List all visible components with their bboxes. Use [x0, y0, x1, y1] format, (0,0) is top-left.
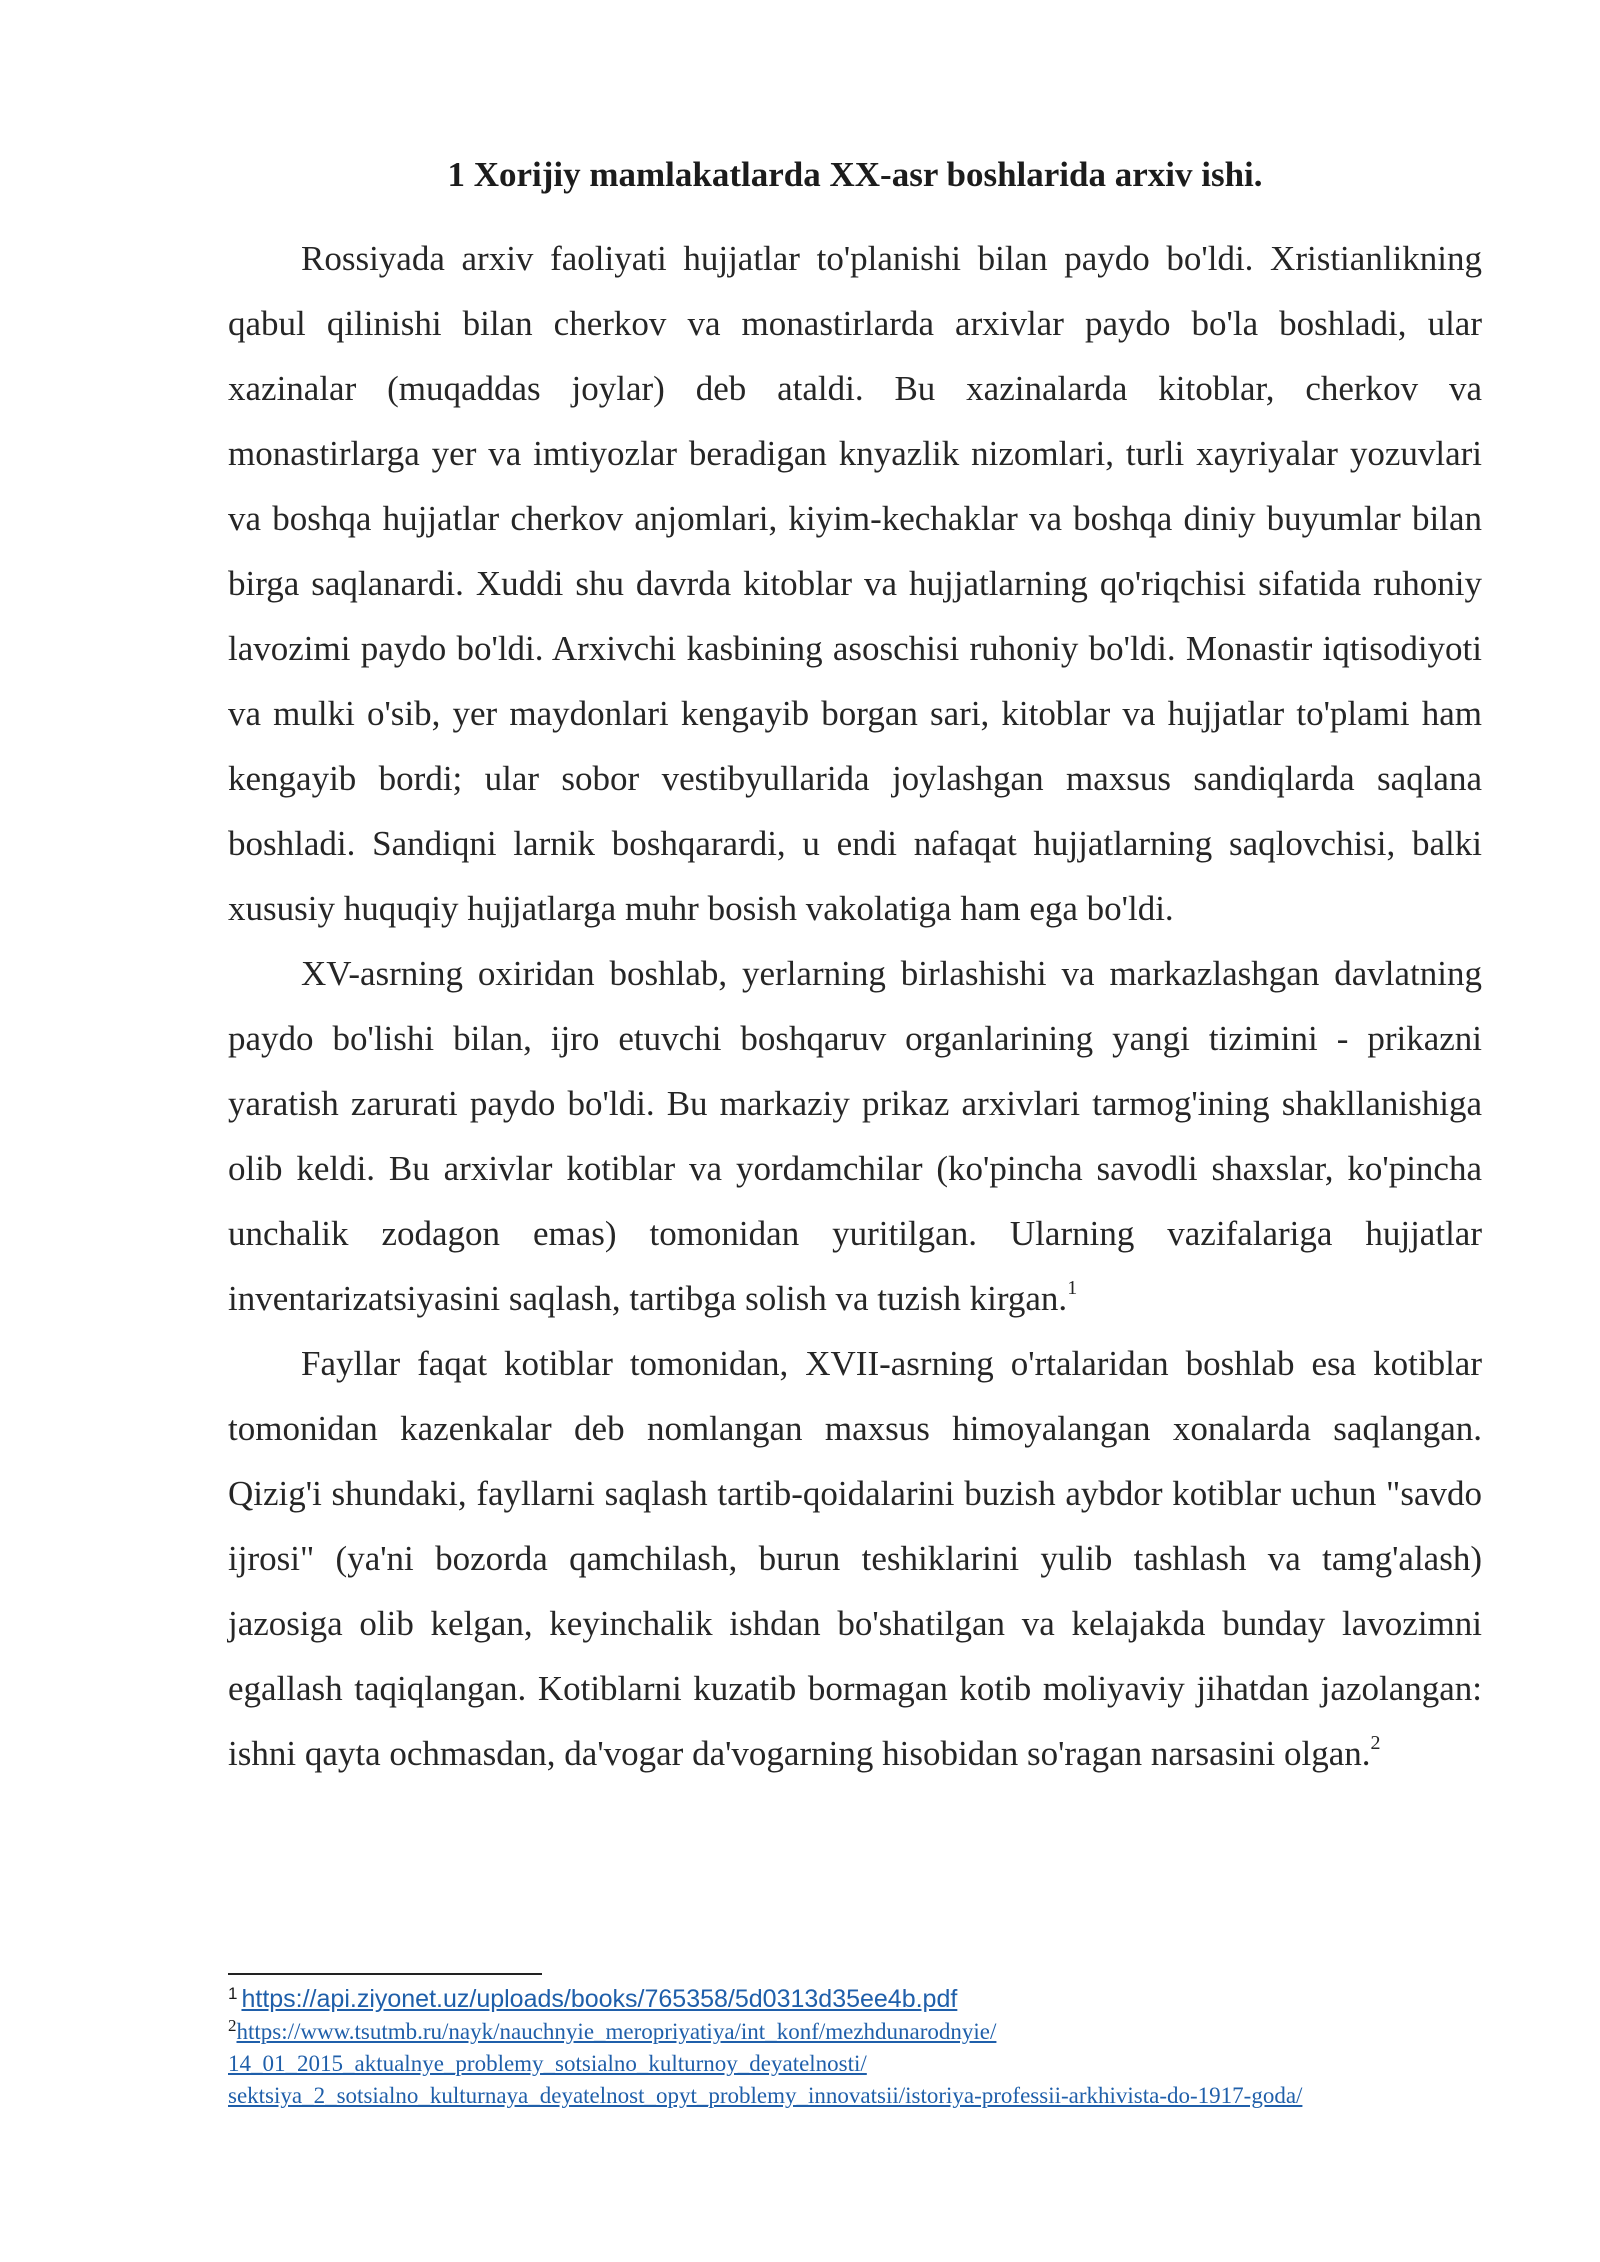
paragraph-1 — [228, 226, 1482, 941]
paragraph-3 — [228, 1331, 1482, 1786]
paragraph-2-text: XV-asrning oxiridan boshlab, yerlarning birlashishi va markazlashgan davlatning paydo bo'lishi bilan, ijro etuvchi boshqaruv organlarining yangi tizimini - prikazni yaratish zarurati paydo bo'ldi. Bu markaziy prikaz arxivlari tarmog'ining shakllanishiga olib keldi. Bu arxivlar kotiblar va yordamchilar (ko'pincha savodli shaxslar, ko'pincha unchalik zodagon emas) tomonidan yuritilgan. Ularning vazifalariga hujjatlar inventarizatsiyasini saqlash, tartibga solish va tuzish kirgan. — [228, 954, 1482, 1318]
footnote-1 — [228, 1982, 1488, 2016]
footnote-2-line-1 — [228, 2016, 1488, 2048]
footnote-2-line-3 — [228, 2080, 1488, 2112]
footnote-ref-1[interactable]: 1 — [1067, 1277, 1078, 1299]
paragraph-1-text: Rossiyada arxiv faoliyati hujjatlar to'planishi bilan paydo bo'ldi. Xristianlikning qabul qilinishi bilan cherkov va monastirlarda arxivlar paydo bo'la boshladi, ular xazinalar (muqaddas joylar) deb ataldi. Bu xazinalarda kitoblar, cherkov va monastirlarga yer va imtiyozlar beradigan knyazlik nizomlari, turli xayriyalar yozuvlari va boshqa hujjatlar cherkov anjomlari, kiyim-kechaklar va boshqa diniy buyumlar bilan birga saqlanardi. Xuddi shu davrda kitoblar va hujjatlarning qo'riqchisi sifatida ruhoniy lavozimi paydo bo'ldi. Arxivchi kasbining asoschisi ruhoniy bo'ldi. Monastir iqtisodiyoti va mulki o'sib, yer maydonlari kengayib borgan sari, kitoblar va hujjatlar to'plami ham kengayib bordi; ular sobor vestibyullarida joylashgan maxsus sandiqlarda saqlana boshladi. Sandiqni larnik boshqarardi, u endi nafaqat hujjatlarning saqlovchisi, balki xususiy huquqiy hujjatlarga muhr bosish vakolatiga ham ega bo'ldi. — [228, 239, 1482, 928]
footnote-separator — [228, 1973, 542, 1975]
footnote-1-link[interactable]: https://api.ziyonet.uz/uploads/books/765358/5d0313d35ee4b.pdf — [241, 1985, 958, 2013]
footnote-1-number: 1 — [228, 1984, 238, 2003]
paragraph-2 — [228, 941, 1482, 1331]
footnote-2-line-2 — [228, 2048, 1488, 2080]
footnote-2-number: 2 — [228, 2016, 237, 2035]
footnotes — [228, 1982, 1488, 2112]
footnote-2-link-part-2[interactable]: 14_01_2015_aktualnye_problemy_sotsialno_kulturnoy_deyatelnosti/ — [228, 2051, 867, 2076]
footnote-2-link-part-1[interactable]: https://www.tsutmb.ru/nayk/nauchnyie_meropriyatiya/int_konf/mezhdunarodnyie/ — [236, 2019, 997, 2044]
footnote-ref-2[interactable]: 2 — [1370, 1732, 1381, 1754]
document-body — [228, 150, 1482, 1786]
page-title: 1 Xorijiy mamlakatlarda XX-asr boshlarida arxiv ishi. — [447, 155, 1263, 194]
paragraph-3-text: Fayllar faqat kotiblar tomonidan, XVII-asrning o'rtalaridan boshlab esa kotiblar tomonidan kazenkalar deb nomlangan maxsus himoyalangan xonalarda saqlangan. Qizig'i shundaki, fayllarni saqlash tartib-qoidalarini buzish aybdor kotiblar uchun "savdo ijrosi" (ya'ni bozorda qamchilash, burun teshiklarini yulib tashlash va tamg'alash) jazosiga olib kelgan, keyinchalik ishdan bo'shatilgan va kelajakda bunday lavozimni egallash taqiqlangan. Kotiblarni kuzatib bormagan kotib moliyaviy jihatdan jazolangan: ishni qayta ochmasdan, da'vogar da'vogarning hisobidan so'ragan narsasini olgan. — [228, 1344, 1482, 1773]
footnote-2 — [228, 2016, 1488, 2112]
footnote-2-link-part-3[interactable]: sektsiya_2_sotsialno_kulturnaya_deyatelnost_opyt_problemy_innovatsii/istoriya-professii-arkhivista-do-1917-goda/ — [228, 2083, 1303, 2108]
